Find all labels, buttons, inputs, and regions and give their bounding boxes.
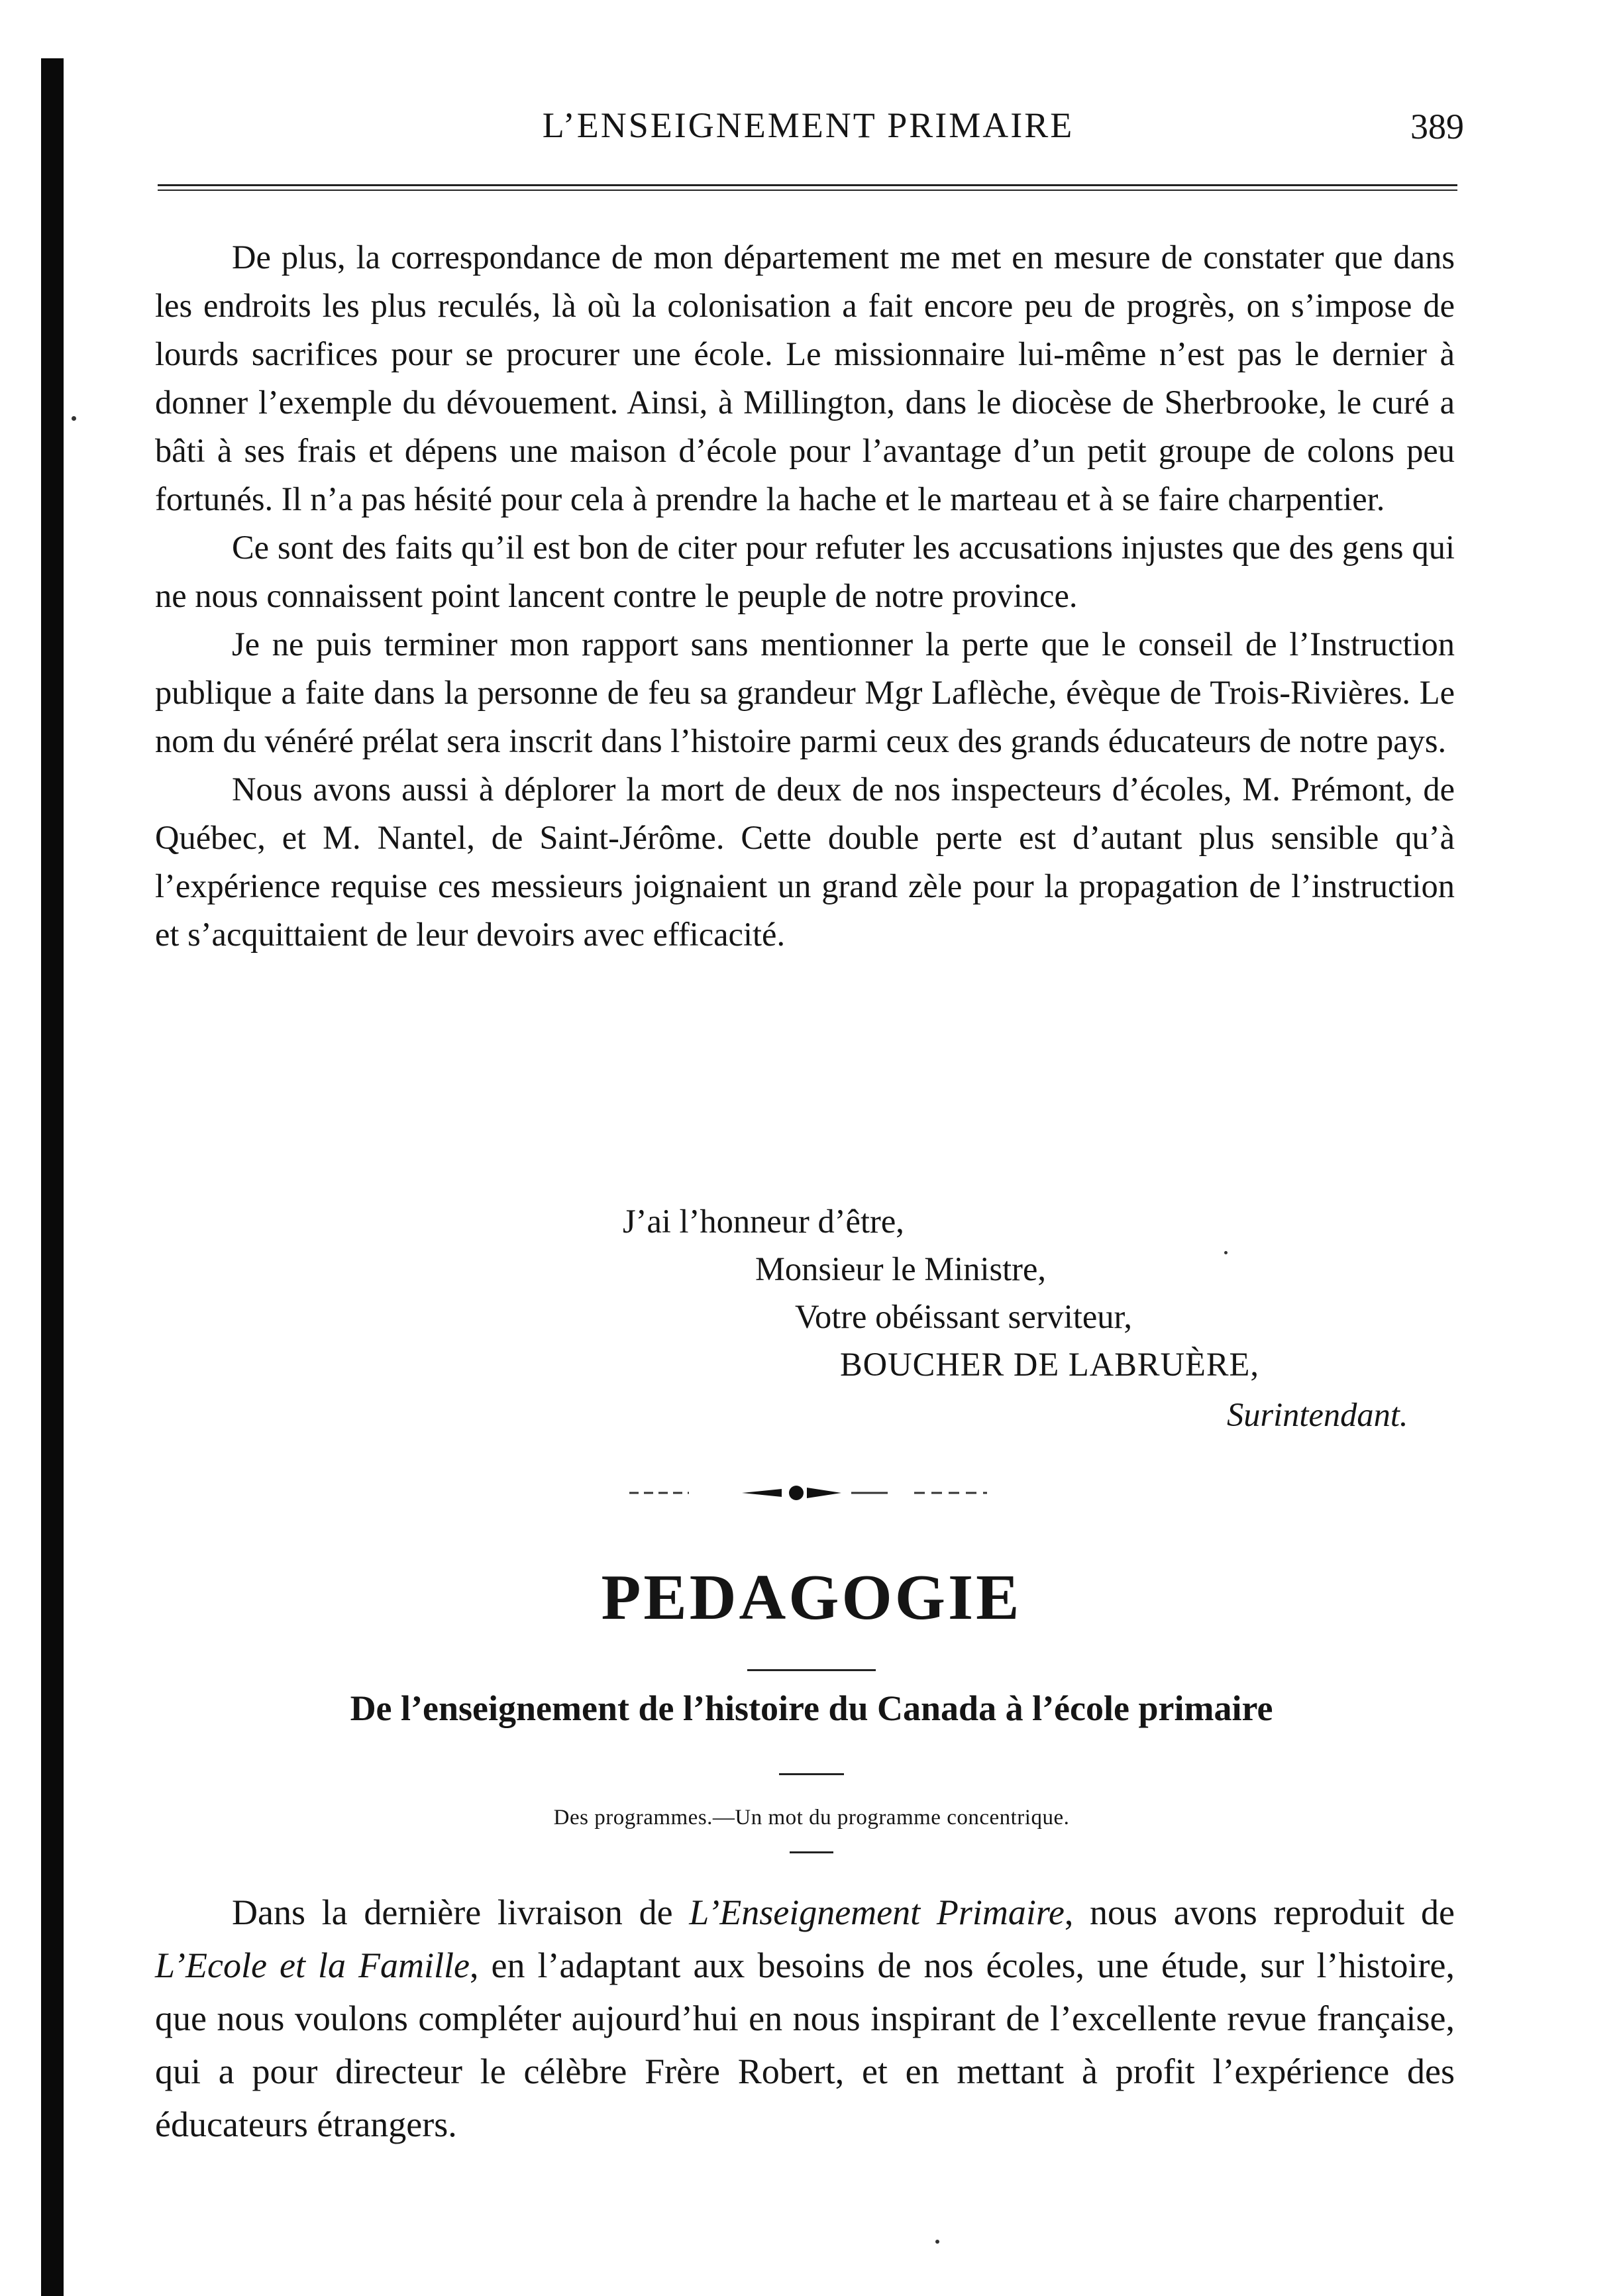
text-run: Dans la dernière livraison de xyxy=(232,1892,690,1932)
summary-rule xyxy=(790,1851,833,1853)
ornament-divider xyxy=(623,1483,994,1503)
journal-title: L’Ecole et la Famille xyxy=(155,1945,470,1985)
binding-edge xyxy=(41,58,64,2296)
running-title: L’ENSEIGNEMENT PRIMAIRE xyxy=(542,105,1074,145)
article-subtitle: De l’enseignement de l’histoire du Canada à l’école primaire xyxy=(350,1688,1273,1728)
signature: BOUCHER DE LABRUÈRE, xyxy=(840,1346,1260,1383)
paragraph: De plus, la correspondance de mon département me met en mesure de constater que dans les endroits les plus reculés, là où la colonisation a fait encore peu de progrès, on s’impose de lourds sacrifices pour se procurer une école. Le missionnaire lui-même n’est pas le dernier à donner l’exemple du dévouement. Ainsi, à Millington, dans le diocèse de Sherbrooke, le curé a bâti à ses frais et dépens une maison d’école pour l’avantage d’un petit groupe de colons peu fortunés. Il n’a pas hésité pour cela à prendre la hache et le marteau et à se faire charpentier. xyxy=(155,239,1455,518)
subtitle-rule xyxy=(779,1773,844,1775)
speck xyxy=(72,416,76,421)
closing-line: Votre obéissant serviteur, xyxy=(795,1298,1132,1335)
section-title: PEDAGOGIE xyxy=(601,1562,1022,1633)
page-header xyxy=(152,105,1464,164)
paragraph xyxy=(155,1886,1455,2151)
paragraph: Je ne puis terminer mon rapport sans mentionner la perte que le conseil de l’Instruction publique a faite dans la personne de feu sa grandeur Mgr Laflèche, évèque de Trois-Rivières. Le nom du vénéré prélat sera inscrit dans l’histoire parmi ceux des grands éducateurs de notre pays. xyxy=(155,626,1455,759)
paragraph: Nous avons aussi à déplorer la mort de deux de nos inspecteurs d’écoles, M. Prémont, de Québec, et M. Nantel, de Saint-Jérôme. Cette double perte est d’autant plus sensible qu’à l’expérience requise ces messieurs joignaient un grand zèle pour la propagation de l’instruction et s’acquittaient de leur devoirs avec efficacité. xyxy=(155,771,1455,953)
speck xyxy=(935,2240,939,2244)
page-number: 389 xyxy=(1410,107,1464,146)
text-run: , en l’adaptant aux besoins de nos écoles, une étude, sur l’histoire, que nous voulons compléter aujourd’hui en nous inspirant de l’excellente revue française, qui a pour directeur le célèbre Frère Robert, et en mettant à profit l’expérience des éducateurs étrangers. xyxy=(155,1945,1455,2144)
journal-title: L’Enseignement Primaire xyxy=(689,1892,1065,1932)
section-rule xyxy=(747,1669,876,1671)
letter-body xyxy=(155,233,1455,959)
signer-title: Surintendant. xyxy=(1227,1396,1408,1433)
article-body xyxy=(155,1886,1455,2151)
paragraph: Ce sont des faits qu’il est bon de citer pour refuter les accusations injustes que des gens qui ne nous connaissent point lancent contre le peuple de notre province. xyxy=(155,529,1455,614)
speck xyxy=(1224,1251,1228,1254)
text-run: , nous avons reproduit de xyxy=(1064,1892,1455,1932)
closing-line: J’ai l’honneur d’être, xyxy=(623,1203,904,1240)
article-summary: Des programmes.—Un mot du programme concentrique. xyxy=(553,1806,1070,1830)
closing-line: Monsieur le Ministre, xyxy=(755,1250,1047,1287)
header-rule xyxy=(158,184,1457,191)
